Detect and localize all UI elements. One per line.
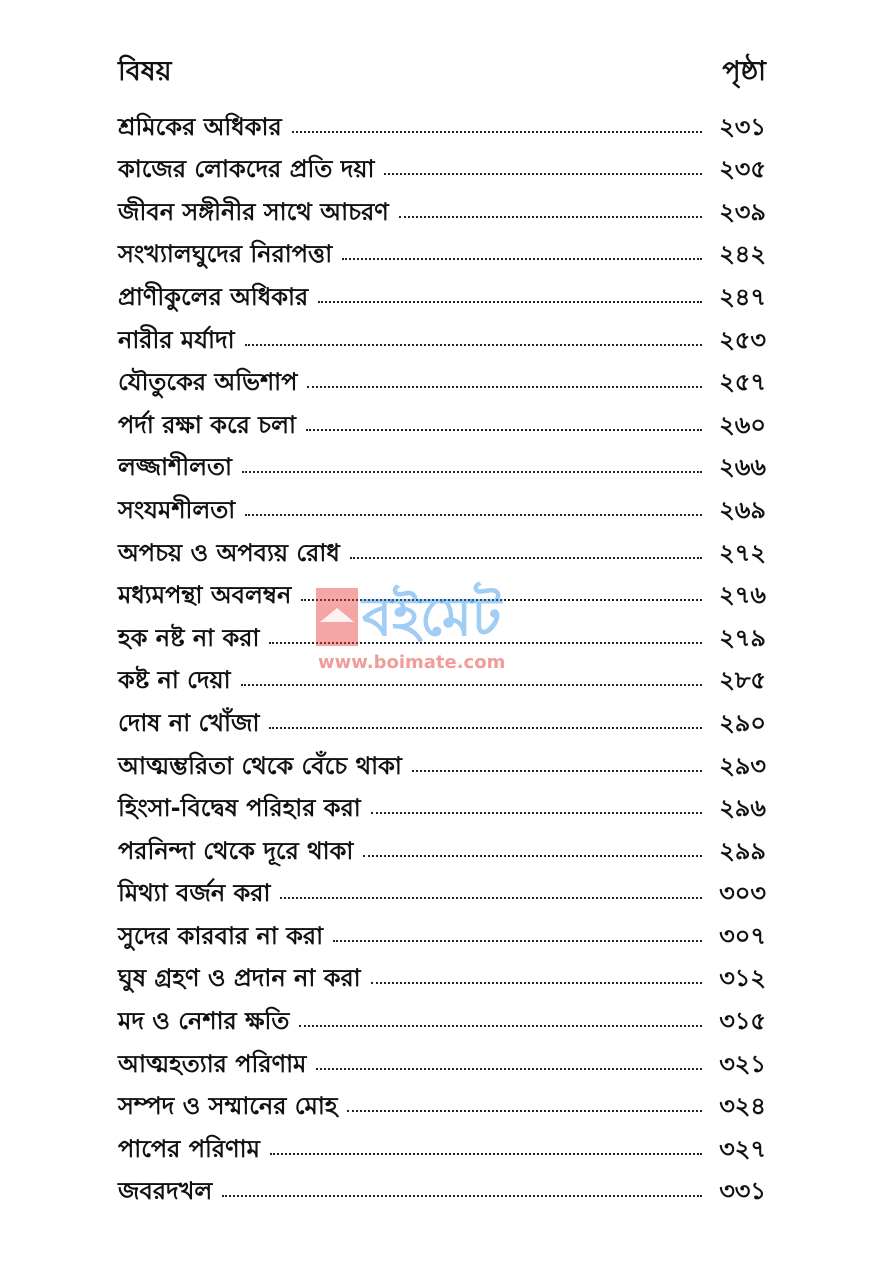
dot-leader [371, 812, 702, 814]
toc-entry [118, 352, 766, 395]
dot-leader [347, 1110, 702, 1112]
toc-entry-page: ২৭৬ [719, 581, 766, 610]
toc-entry-page: ৩২৭ [719, 1134, 766, 1163]
dot-leader [241, 684, 702, 686]
dot-leader [292, 131, 702, 133]
toc-entry-title: লজ্জাশীলতা [118, 453, 232, 482]
toc-entry [118, 1161, 766, 1204]
toc-entry [118, 1118, 766, 1161]
dot-leader [318, 301, 702, 303]
toc-entry-page: ৩৩১ [719, 1177, 766, 1206]
toc-entry [118, 479, 766, 522]
toc-list [118, 96, 766, 1206]
toc-entry [118, 394, 766, 437]
toc-entry-title: কষ্ট না দেয়া [118, 666, 231, 695]
toc-entry-title: অপচয় ও অপব্যয় রোধ [118, 538, 340, 567]
dot-leader [242, 471, 702, 473]
dot-leader [306, 429, 702, 431]
toc-entry-page: ২৫৩ [719, 325, 766, 354]
toc-entry [118, 181, 766, 224]
toc-entry-page: ৩১২ [719, 964, 766, 993]
toc-entry [118, 650, 766, 693]
toc-entry-title: শ্রমিকের অধিকার [118, 112, 282, 141]
toc-entry-title: পাপের পরিণাম [118, 1134, 260, 1163]
toc-entry-page: ২৯০ [719, 708, 766, 737]
toc-entry-page: ৩২৪ [719, 1092, 766, 1121]
toc-entry-page: ২৬৯ [719, 495, 766, 524]
toc-entry-page: ২৫৭ [719, 368, 766, 397]
dot-leader [342, 258, 702, 260]
toc-entry-page: ২৭৯ [719, 623, 766, 652]
toc-entry-page: ২৩১ [719, 112, 766, 141]
toc-entry-title: হিংসা-বিদ্বেষ পরিহার করা [118, 794, 361, 823]
toc-entry-title: নারীর মর্যাদা [118, 325, 235, 354]
toc-entry-page: ৩০৭ [719, 921, 766, 950]
dot-leader [299, 1025, 702, 1027]
dot-leader [301, 599, 702, 601]
dot-leader [245, 514, 702, 516]
subject-column-heading: বিষয় [118, 56, 172, 87]
dot-leader [280, 897, 702, 899]
toc-entry-title: সম্পদ ও সম্মানের মোহ [118, 1092, 338, 1121]
toc-entry [118, 735, 766, 778]
toc-entry [118, 565, 766, 608]
toc-entry-page: ২৬০ [719, 410, 766, 439]
toc-entry-page: ২৭২ [719, 538, 766, 567]
toc-entry-title: জবরদখল [118, 1177, 213, 1206]
toc-entry-title: প্রাণীকুলের অধিকার [118, 282, 309, 311]
toc-entry-page: ৩০৩ [719, 879, 766, 908]
toc-entry [118, 309, 766, 352]
toc-entry-title: আত্মহত্যার পরিণাম [118, 1049, 307, 1078]
toc-entry [118, 1076, 766, 1119]
toc-entry-title: যৌতুকের অভিশাপ [118, 368, 298, 397]
toc-entry-title: পরনিন্দা থেকে দূরে থাকা [118, 836, 354, 865]
toc-entry-title: মদ ও নেশার ক্ষতি [118, 1007, 290, 1036]
toc-entry [118, 990, 766, 1036]
toc-entry [118, 692, 766, 735]
toc-entry-page: ২৩৯ [719, 197, 766, 226]
table-of-contents [118, 52, 766, 1206]
toc-entry-title: হক নষ্ট না করা [118, 623, 260, 652]
dot-leader [222, 1195, 702, 1197]
toc-entry-page: ২৩৫ [719, 155, 766, 184]
toc-entry [118, 948, 766, 991]
toc-entry-title: সংযমশীলতা [118, 495, 236, 524]
watermark-url: www.boimate.com [318, 652, 506, 673]
toc-entry-title: সংখ্যালঘুদের নিরাপত্তা [118, 240, 333, 269]
toc-entry [118, 820, 766, 863]
toc-entry-title: কাজের লোকদের প্রতি দয়া [118, 155, 375, 184]
toc-entry-page: ২৯৯ [719, 836, 766, 865]
page-column-heading: পৃষ্ঠা [722, 56, 766, 87]
toc-entry [118, 863, 766, 906]
watermark-logo-text: বইমেট [362, 585, 502, 648]
toc-entry-page: ২৯৩ [719, 751, 766, 780]
dot-leader [350, 557, 702, 559]
toc-header [118, 52, 766, 96]
toc-entry [118, 905, 766, 948]
dot-leader [371, 982, 702, 984]
toc-entry-title: পর্দা রক্ষা করে চলা [118, 410, 296, 439]
toc-entry-title: জীবন সঙ্গীনীর সাথে আচরণ [118, 197, 389, 226]
toc-entry-page: ২৮৫ [719, 666, 766, 695]
dot-leader [269, 642, 702, 644]
dot-leader [270, 1153, 702, 1155]
dot-leader [363, 855, 702, 857]
dot-leader [384, 173, 702, 175]
toc-entry-title: আত্মম্ভরিতা থেকে বেঁচে থাকা [118, 751, 402, 780]
toc-entry-title: দোষ না খোঁজা [118, 708, 260, 737]
toc-entry [118, 139, 766, 182]
toc-entry-page: ২৪৭ [719, 282, 766, 311]
toc-entry-page: ৩২১ [719, 1049, 766, 1078]
toc-entry-title: মিথ্যা বর্জন করা [118, 879, 271, 908]
toc-entry-title: ঘুষ গ্রহণ ও প্রদান না করা [118, 964, 361, 993]
dot-leader [245, 344, 702, 346]
dot-leader [412, 770, 702, 772]
toc-entry-title: মধ্যমপন্থা অবলম্বন [118, 581, 292, 610]
toc-entry [118, 607, 766, 650]
toc-entry-page: ২৪২ [719, 240, 766, 269]
dot-leader [307, 386, 702, 388]
toc-entry [118, 778, 766, 821]
toc-entry [118, 437, 766, 480]
dot-leader [333, 940, 702, 942]
toc-entry [118, 266, 766, 309]
toc-entry [118, 522, 766, 565]
toc-entry-page: ২৯৬ [719, 794, 766, 823]
toc-entry-page: ২৬৬ [719, 453, 766, 482]
toc-entry-title: সুদের কারবার না করা [118, 921, 324, 950]
dot-leader [399, 216, 702, 218]
toc-entry-page: ৩১৫ [719, 1007, 766, 1036]
toc-entry [118, 1033, 766, 1076]
dot-leader [316, 1068, 702, 1070]
dot-leader [269, 727, 702, 729]
toc-entry [118, 96, 766, 139]
toc-entry [118, 224, 766, 267]
